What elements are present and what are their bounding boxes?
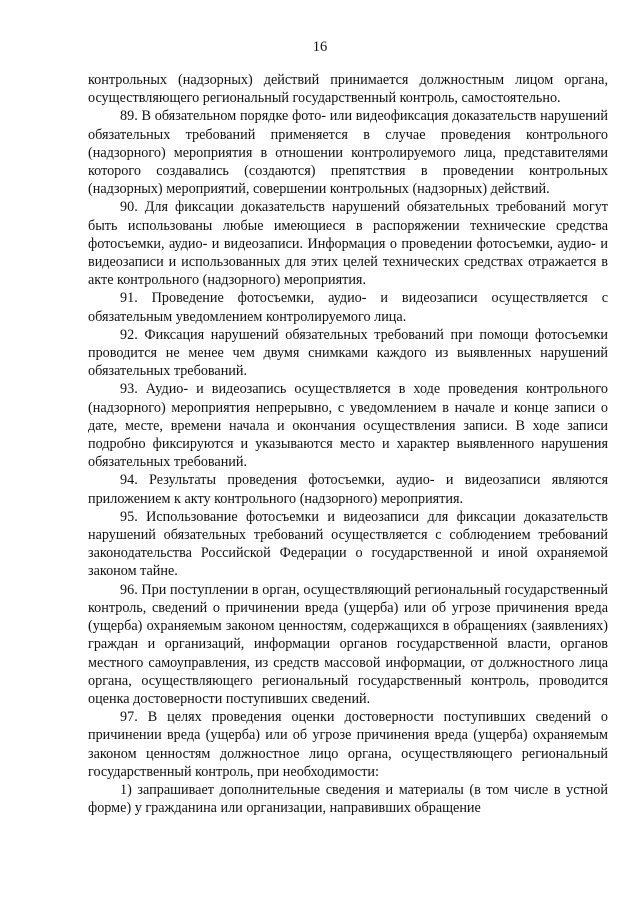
paragraph-continuation: контрольных (надзорных) действий принимается должностным лицом органа, осуществляющего региональный государственный контроль, самостоятельно. <box>88 72 608 107</box>
paragraph-90: 90. Для фиксации доказательств нарушений обязательных требований могут быть использованы любые имеющиеся в распоряжении технические средства фотосъемки, аудио- и видеозаписи. Информация о проведении фотосъемки, аудио- и видеозаписи и использованных для этих целей технических средствах отражается в акте контрольного (надзорного) мероприятия. <box>88 199 608 289</box>
paragraph-94: 94. Результаты проведения фотосъемки, аудио- и видеозаписи являются приложением к акту контрольного (надзорного) мероприятия. <box>88 472 608 507</box>
paragraph-91: 91. Проведение фотосъемки, аудио- и видеозаписи осуществляется с обязательным уведомлением контролируемого лица. <box>88 290 608 325</box>
paragraph-96: 96. При поступлении в орган, осуществляющий региональный государственный контроль, сведений о причинении вреда (ущерба) или об угрозе причинения вреда (ущерба) охраняемым законом ценностям, содержащихся в обращениях (заявлениях) граждан и организаций, информации органов государственной власти, органов местного самоуправления, из средств массовой информации, от должностного лица органа, осуществляющего региональный государственный контроль, проводится оценка достоверности поступивших сведений. <box>88 581 608 707</box>
paragraph-93: 93. Аудио- и видеозапись осуществляется в ходе проведения контрольного (надзорного) мероприятия непрерывно, с уведомлением в начале и конце записи о дате, месте, времени начала и окончания осуществления записи. В ходе записи подробно фиксируются и указываются место и характер выявленного нарушения обязательных требований. <box>88 381 608 471</box>
page-number: 16 <box>312 39 328 55</box>
paragraph-97-item-1: 1) запрашивает дополнительные сведения и материалы (в том числе в устной форме) у гражданина или организации, направивших обращение <box>88 781 608 817</box>
paragraph-92: 92. Фиксация нарушений обязательных требований при помощи фотосъемки проводится не менее чем двумя снимками каждого из выявленных нарушений обязательных требований. <box>88 326 608 380</box>
paragraph-95: 95. Использование фотосъемки и видеозаписи для фиксации доказательств нарушений обязательных требований осуществляется с соблюдением требований законодательства Российской Федерации о государственной и иной охраняемой законом тайне. <box>88 508 608 580</box>
document-body <box>88 71 608 817</box>
paragraph-89: 89. В обязательном порядке фото- или видеофиксация доказательств нарушений обязательных требований применяется в случае проведения контрольного (надзорного) мероприятия в отношении контролируемого лица, представителями которого создавались (создаются) препятствия в проведении контрольных (надзорных) мероприятий, совершении контрольных (надзорных) действий. <box>88 108 608 198</box>
paragraph-97: 97. В целях проведения оценки достоверности поступивших сведений о причинении вреда (ущерба) или об угрозе причинения вреда (ущерба) охраняемым законом ценностям должностное лицо органа, осуществляющего региональный государственный контроль, при необходимости: <box>88 709 608 780</box>
